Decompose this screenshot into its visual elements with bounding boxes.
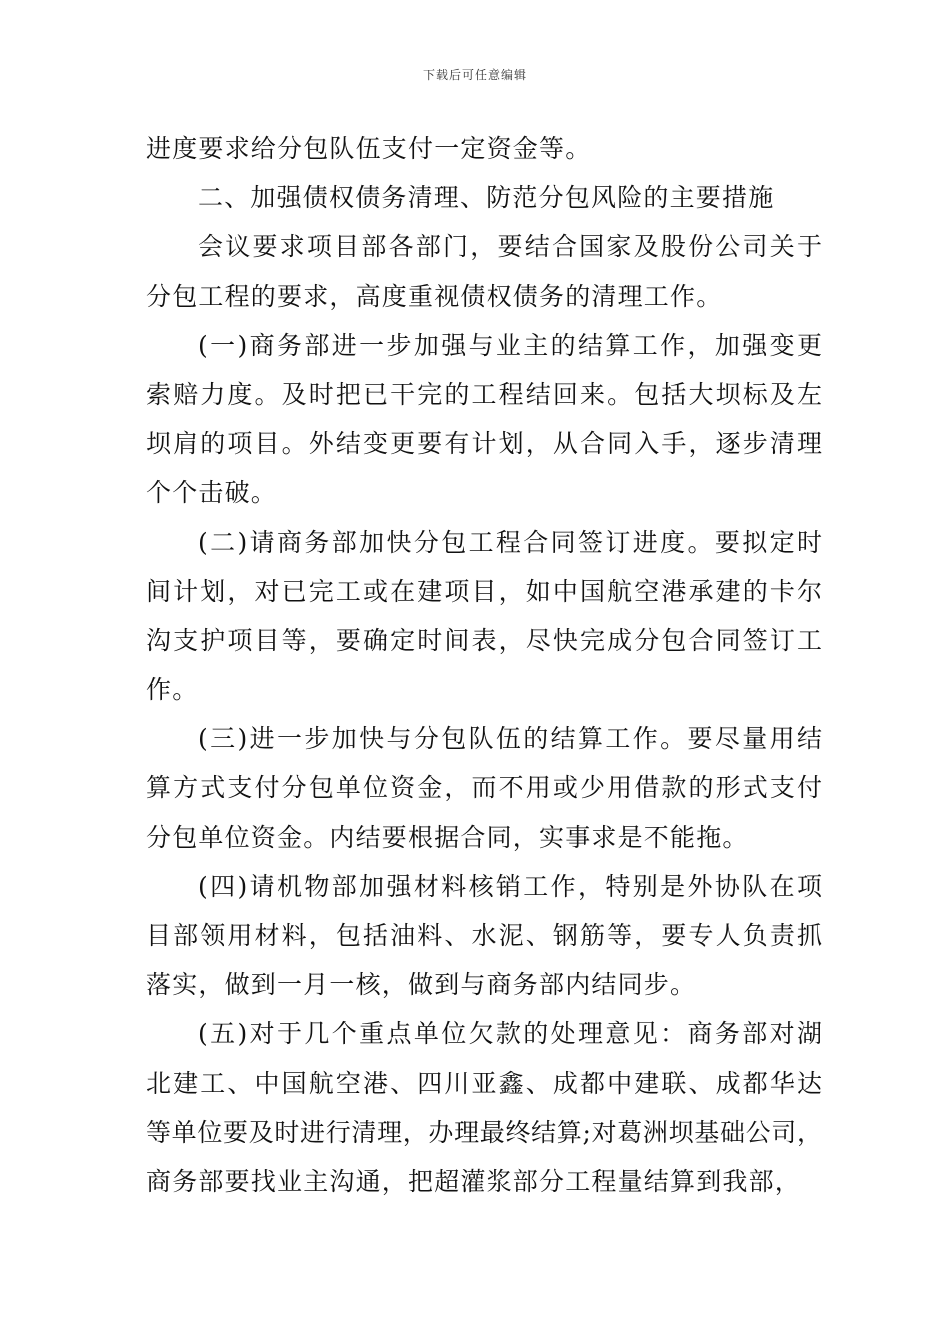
paragraph-line: (五)对于几个重点单位欠款的处理意见：商务部对湖 bbox=[198, 1019, 822, 1049]
paragraph-line: (四)请机物部加强材料核销工作，特别是外协队在项 bbox=[198, 871, 822, 901]
paragraph-line: (一)商务部进一步加强与业主的结算工作，加强变更 bbox=[198, 330, 822, 360]
paragraph-line: 个个击破。 bbox=[146, 478, 278, 508]
paragraph-line: (二)请商务部加快分包工程合同签订进度。要拟定时 bbox=[198, 527, 822, 557]
paragraph-line: 间计划，对已完工或在建项目，如中国航空港承建的卡尔 bbox=[146, 576, 822, 606]
paragraph-line: 北建工、中国航空港、四川亚鑫、成都中建联、成都华达 bbox=[146, 1068, 822, 1098]
section-heading: 二、加强债权债务清理、防范分包风险的主要措施 bbox=[198, 183, 775, 213]
paragraph-line: 作。 bbox=[146, 675, 199, 705]
paragraph-line: 等单位要及时进行清理，办理最终结算;对葛洲坝基础公司， bbox=[146, 1117, 822, 1147]
paragraph-line: 分包单位资金。内结要根据合同，实事求是不能拖。 bbox=[146, 822, 749, 852]
paragraph-line: (三)进一步加快与分包队伍的结算工作。要尽量用结 bbox=[198, 724, 822, 754]
paragraph-line: 沟支护项目等，要确定时间表，尽快完成分包合同签订工 bbox=[146, 625, 822, 655]
paragraph-line: 进度要求给分包队伍支付一定资金等。 bbox=[146, 134, 592, 163]
paragraph-line: 坝肩的项目。外结变更要有计划，从合同入手，逐步清理 bbox=[146, 429, 822, 459]
page-header: 下载后可任意编辑 bbox=[422, 68, 527, 82]
paragraph-line: 算方式支付分包单位资金，而不用或少用借款的形式支付 bbox=[146, 773, 822, 803]
paragraph-line: 索赔力度。及时把已干完的工程结回来。包括大坝标及左 bbox=[146, 379, 822, 409]
paragraph-line: 商务部要找业主沟通，把超灌浆部分工程量结算到我部， bbox=[146, 1166, 802, 1196]
paragraph-line: 会议要求项目部各部门，要结合国家及股份公司关于 bbox=[198, 232, 822, 262]
paragraph-line: 落实，做到一月一核，做到与商务部内结同步。 bbox=[146, 970, 697, 1000]
paragraph-line: 分包工程的要求，高度重视债权债务的清理工作。 bbox=[146, 281, 723, 311]
paragraph-line: 目部领用材料，包括油料、水泥、钢筋等，要专人负责抓 bbox=[146, 921, 822, 950]
document-body bbox=[146, 124, 822, 1206]
